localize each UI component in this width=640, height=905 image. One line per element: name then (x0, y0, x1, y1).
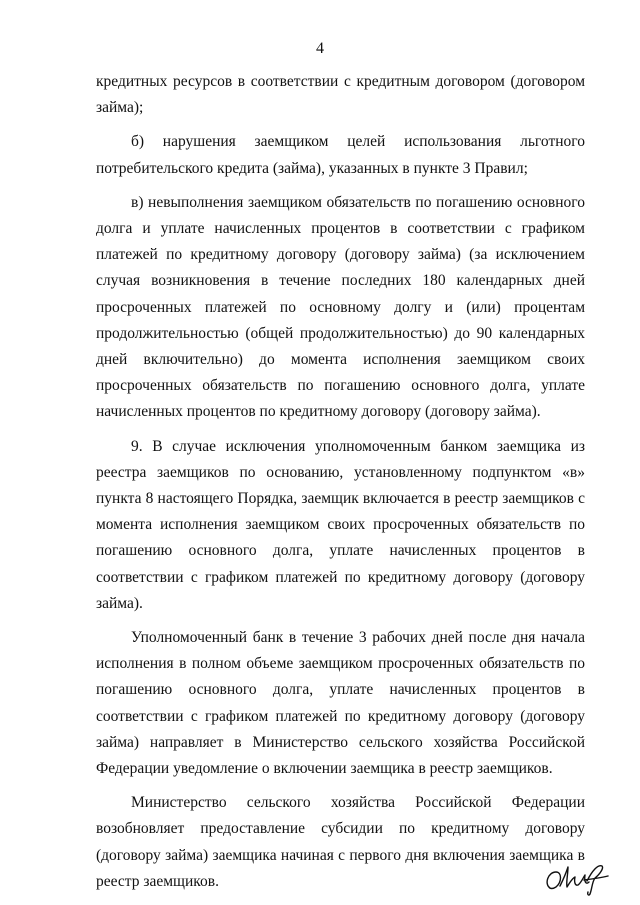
paragraph-bank-notification: Уполномоченный банк в течение 3 рабочих дней после дня начала исполнения в полном объеме заемщиком просроченных обязательств по погашению основного долга, уплате начисленных процентов в соответствии с графиком платежей по кредитному договору (договору займа) направляет в Министерство сельского хозяйства Российской Федерации уведомление о включении заемщика в реестр заемщиков. (96, 629, 585, 778)
paragraph-item-b: б) нарушения заемщиком целей использования льготного потребительского кредита (займа), указанных в пункте 3 Правил; (96, 133, 585, 177)
paragraph-item-v: в) невыполнения заемщиком обязательств по погашению основного долга и уплате начисленных процентов в соответствии с графиком платежей по кредитному договору (договору займа) (за исключением случая возникновения в течение последних 180 календарных дней просроченных платежей по основному долгу и (или) процентам продолжительностью (общей продолжительностью) до 90 календарных дней включительно) до момента исполнения заемщиком своих просроченных обязательств по погашению основного долга, уплате начисленных процентов по кредитному договору (договору займа). (96, 193, 585, 421)
document-body (96, 69, 585, 895)
handwritten-signature (540, 858, 620, 898)
page-number: 4 (316, 40, 324, 57)
paragraph-section-9: 9. В случае исключения уполномоченным банком заемщика из реестра заемщиков по основанию, установленному подпунктом «в» пункта 8 настоящего Порядка, заемщик включается в реестр заемщиков с момента исполнения заемщиком своих просроченных обязательств по погашению основного долга, уплате начисленных процентов в соответствии с графиком платежей по кредитному договору (договору займа). (96, 437, 585, 612)
paragraph-ministry-resumes: Министерство сельского хозяйства Российской Федерации возобновляет предоставление субсидии по кредитному договору (договору займа) заемщика начиная с первого дня включения заемщика в реестр заемщиков. (96, 794, 585, 890)
paragraph-continuation: кредитных ресурсов в соответствии с кредитным договором (договором займа); (96, 73, 585, 117)
